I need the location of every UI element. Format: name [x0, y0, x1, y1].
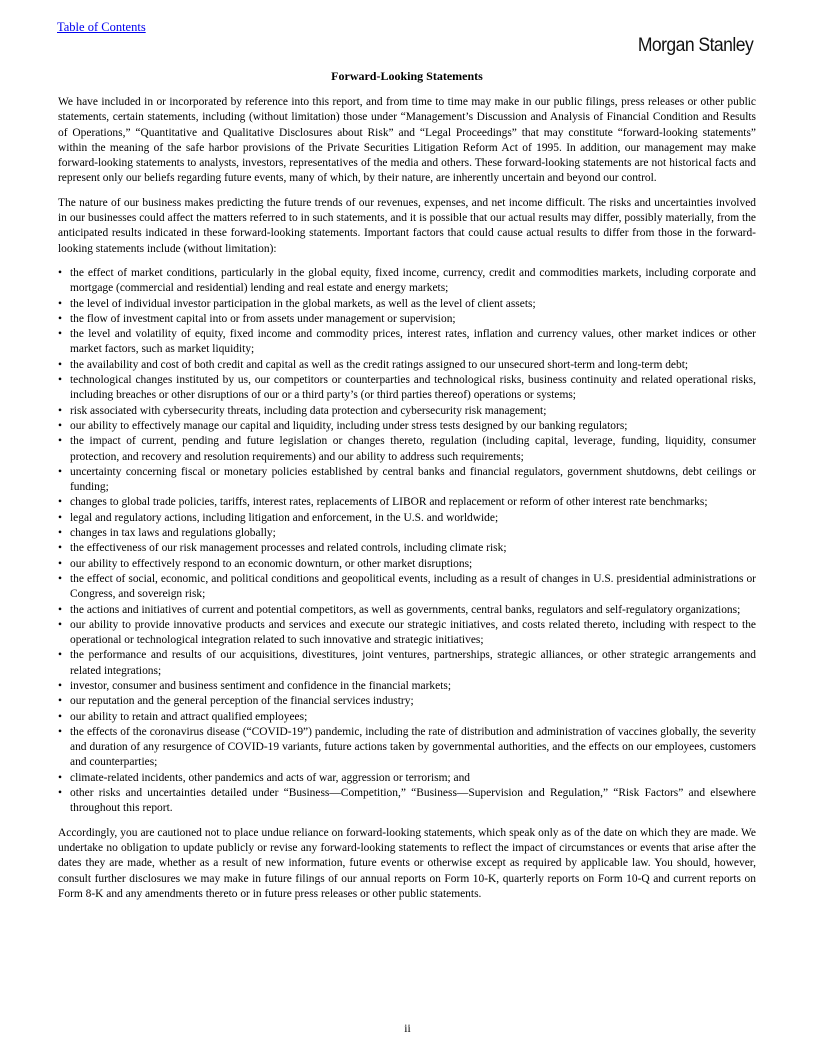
- list-item-text: other risks and uncertainties detailed under “Business—Competition,” “Business—Supervision and Regulation,” “Risk Factors” and elsewhere throughout this report.: [70, 787, 756, 815]
- bullet-icon: •: [58, 297, 63, 310]
- list-item: [58, 297, 756, 312]
- list-item: [58, 572, 756, 603]
- list-item: [58, 373, 756, 404]
- morgan-stanley-logo: Morgan Stanley: [637, 34, 753, 56]
- list-item: [58, 526, 756, 541]
- list-item-text: our ability to effectively manage our capital and liquidity, including under stress tests designed by our banking regulators;: [70, 419, 628, 432]
- bullet-icon: •: [58, 542, 63, 555]
- list-item-text: the availability and cost of both credit and capital as well as the credit ratings assigned to our unsecured short-term and long-term debt;: [70, 358, 689, 371]
- intro-paragraph: We have included in or incorporated by reference into this report, and from time to time may make in our public filings, press releases or other public statements, certain statements, including (without limitation) those under “Management’s Discussion and Analysis of Financial Condition and Results of Operations,” “Quantitative and Qualitative Disclosures about Risk” and “Legal Proceedings” that may constitute “forward-looking statements” within the meaning of the safe harbor provisions of the Private Securities Litigation Reform Act of 1995. In addition, our management may make forward-looking statements to analysts, investors, representatives of the media and others. These forward-looking statements are not historical facts and represent only our beliefs regarding future events, many of which, by their nature, are inherently uncertain and beyond our control.: [58, 96, 756, 185]
- list-item: [58, 266, 756, 297]
- risk-intro-paragraph: The nature of our business makes predicting the future trends of our revenues, expenses, and net income difficult. The risks and uncertainties involved in our businesses could affect the matters referred to in such statements, and it is possible that our actual results may differ, possibly materially, from the anticipated results indicated in these forward-looking statements. Important factors that could cause actual results to differ from those in the forward-looking statements include (without limitation):: [58, 196, 756, 255]
- list-item: [58, 327, 756, 358]
- list-item-text: changes to global trade policies, tariffs, interest rates, replacements of LIBOR and replacement or reform of other interest rate benchmarks;: [70, 496, 708, 509]
- list-item: [58, 725, 756, 771]
- list-item-text: the performance and results of our acquisitions, divestitures, joint ventures, partnerships, strategic alliances, or other strategic arrangements and related integrations;: [70, 649, 756, 677]
- list-item-text: uncertainty concerning fiscal or monetary policies established by central banks and financial regulators, government shutdowns, debt ceilings or funding;: [70, 465, 756, 494]
- risk-factors-list: [58, 266, 756, 817]
- bullet-icon: •: [58, 374, 63, 387]
- list-item-text: the level and volatility of equity, fixed income and commodity prices, interest rates, inflation and currency values, other market indices or other market factors, such as market liquidity;: [70, 328, 756, 356]
- closing-paragraph: Accordingly, you are cautioned not to place undue reliance on forward-looking statements, which speak only as of the date on which they are made. We undertake no obligation to update publicly or revise any forward-looking statements to reflect the impact of circumstances or events that arise after the dates they are made, whether as a result of new information, future events or otherwise except as required by applicable law. You should, however, consult further disclosures we may make in future filings of our annual reports on Form 10-K, quarterly reports on Form 10-Q and current reports on Form 8-K and any amendments thereto or in future press releases or other public statements.: [58, 826, 756, 900]
- list-item: [58, 419, 756, 434]
- list-item: [58, 557, 756, 572]
- bullet-icon: •: [58, 511, 63, 524]
- list-item-text: our ability to provide innovative products and services and execute our strategic initiatives, and costs related thereto, including with respect to the operational or technological integration related to such innovative and strategic initiatives;: [70, 618, 756, 647]
- bullet-icon: •: [58, 404, 63, 417]
- list-item: [58, 603, 756, 618]
- list-item: [58, 465, 756, 496]
- list-item-text: investor, consumer and business sentiment and confidence in the financial markets;: [70, 679, 452, 692]
- list-item-text: the effect of social, economic, and political conditions and geopolitical events, including as a result of changes in U.S. presidential administrations or Congress, and sovereign risk;: [70, 572, 756, 601]
- page-number: ii: [404, 1023, 411, 1035]
- list-item: [58, 771, 756, 786]
- bullet-icon: •: [58, 710, 63, 723]
- bullet-icon: •: [58, 557, 63, 570]
- page-title: Forward-Looking Statements: [331, 69, 483, 83]
- bullet-icon: •: [58, 618, 63, 631]
- bullet-icon: •: [58, 771, 63, 784]
- list-item-text: our ability to effectively respond to an economic downturn, or other market disruptions;: [70, 557, 473, 570]
- bullet-icon: •: [58, 496, 63, 509]
- list-item: [58, 679, 756, 694]
- list-item: [58, 786, 756, 817]
- bullet-icon: •: [58, 465, 63, 478]
- bullet-icon: •: [58, 527, 63, 540]
- table-of-contents-link[interactable]: Table of Contents: [57, 20, 146, 34]
- bullet-icon: •: [58, 419, 63, 432]
- list-item: [58, 541, 756, 556]
- bullet-icon: •: [58, 725, 63, 738]
- list-item: [58, 404, 756, 419]
- list-item-text: the level of individual investor participation in the global markets, as well as the level of client assets;: [70, 297, 536, 310]
- bullet-icon: •: [58, 435, 63, 448]
- bullet-icon: •: [58, 603, 63, 616]
- list-item: [58, 511, 756, 526]
- list-item-text: changes in tax laws and regulations globally;: [70, 527, 276, 540]
- bullet-icon: •: [58, 695, 63, 708]
- list-item-text: the flow of investment capital into or from assets under management or supervision;: [70, 312, 456, 325]
- list-item-text: the effect of market conditions, particularly in the global equity, fixed income, currency, credit and commodities markets, including corporate and mortgage (commercial and residential) lending and real estate and energy markets;: [70, 266, 756, 295]
- list-item: [58, 618, 756, 649]
- list-item: [58, 648, 756, 679]
- list-item-text: the effects of the coronavirus disease (“COVID-19”) pandemic, including the rate of distribution and administration of vaccines globally, the severity and duration of any resurgence of COVID-19 variants, future actions taken by governmental authorities, and the effects on our employees, customers and counterparties;: [70, 725, 756, 769]
- bullet-icon: •: [58, 787, 63, 800]
- list-item: [58, 358, 756, 373]
- list-item: [58, 710, 756, 725]
- bullet-icon: •: [58, 328, 63, 341]
- bullet-icon: •: [58, 266, 63, 279]
- bullet-icon: •: [58, 679, 63, 692]
- list-item: [58, 694, 756, 709]
- bullet-icon: •: [58, 649, 63, 662]
- list-item-text: climate-related incidents, other pandemics and acts of war, aggression or terrorism; and: [70, 771, 471, 784]
- bullet-icon: •: [58, 358, 63, 371]
- list-item-text: technological changes instituted by us, our competitors or counterparties and technological risks, business continuity and related operational risks, including breaches or other disruptions of our or a third party’s (or third parties thereof) operations or systems;: [70, 374, 756, 402]
- list-item: [58, 312, 756, 327]
- bullet-icon: •: [58, 572, 63, 585]
- list-item-text: legal and regulatory actions, including litigation and enforcement, in the U.S. and worldwide;: [70, 511, 499, 524]
- bullet-icon: •: [58, 312, 63, 325]
- list-item: [58, 434, 756, 465]
- list-item-text: the effectiveness of our risk management processes and related controls, including climate risk;: [70, 542, 507, 555]
- list-item: [58, 495, 756, 510]
- list-item-text: risk associated with cybersecurity threats, including data protection and cybersecurity risk management;: [70, 404, 547, 417]
- document-body: [58, 68, 756, 911]
- list-item-text: our ability to retain and attract qualified employees;: [70, 710, 308, 723]
- list-item-text: the actions and initiatives of current and potential competitors, as well as governments, central banks, regulators and self-regulatory organizations;: [70, 603, 741, 616]
- list-item-text: the impact of current, pending and future legislation or changes thereto, regulation (including capital, leverage, funding, liquidity, consumer protection, and recovery and resolution requirements) and our ability to address such requirements;: [70, 435, 756, 463]
- list-item-text: our reputation and the general perception of the financial services industry;: [70, 695, 414, 708]
